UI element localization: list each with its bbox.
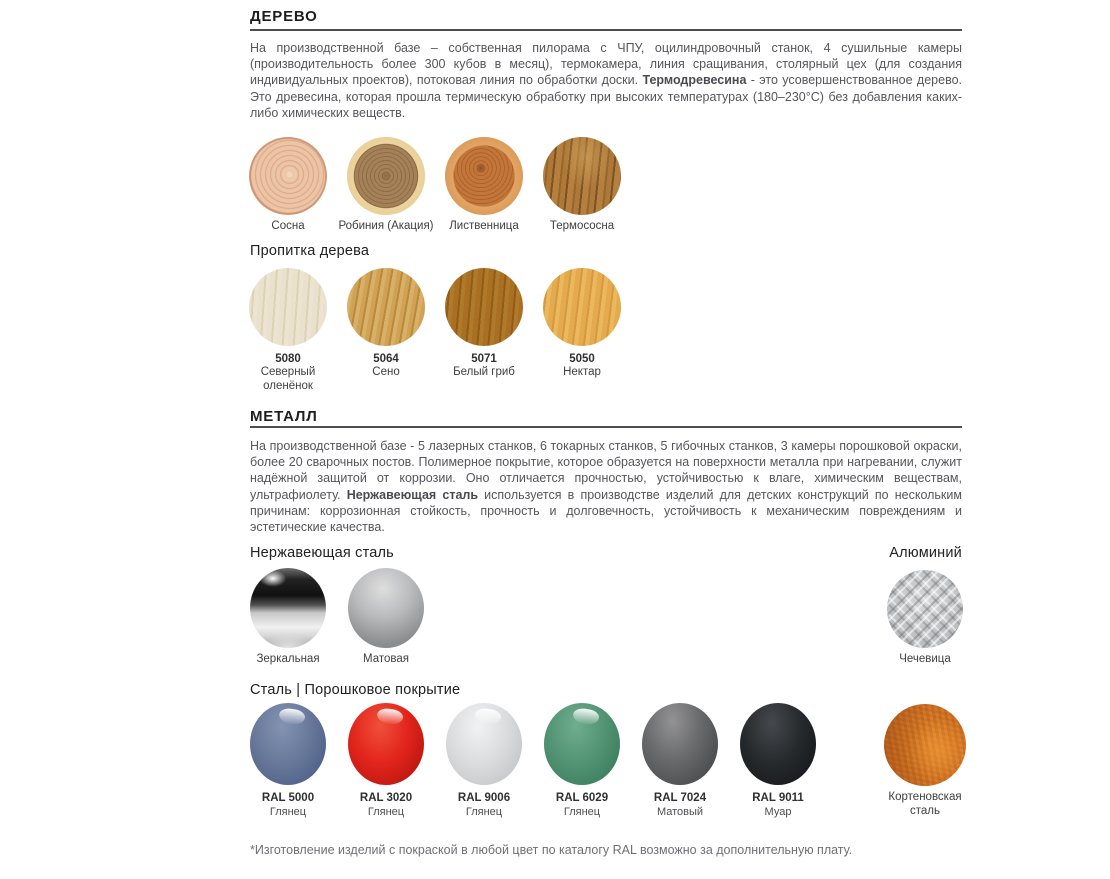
stainless-row bbox=[239, 568, 435, 665]
impregnation-name: Нектар bbox=[563, 366, 601, 378]
impregnation-code: 5080 bbox=[275, 353, 301, 365]
wood-intro-paragraph bbox=[250, 40, 962, 121]
stainless-item bbox=[239, 568, 337, 665]
swatch-label: Зеркальная bbox=[256, 653, 320, 665]
corten-steel-swatch bbox=[884, 704, 966, 786]
ral-finish: Матовый bbox=[656, 806, 704, 818]
ral-finish: Глянец bbox=[465, 806, 503, 818]
impregnation-name: Северный оленёнок bbox=[260, 366, 316, 392]
impregnation-item bbox=[533, 268, 631, 393]
ral-code: RAL 7024 bbox=[653, 792, 707, 804]
impregnation-swatch-5064 bbox=[347, 268, 425, 346]
ral-5000-swatch bbox=[250, 703, 326, 785]
impregnation-swatch-5050 bbox=[543, 268, 621, 346]
impregnation-code: 5071 bbox=[471, 353, 497, 365]
matte-steel-swatch bbox=[348, 568, 424, 648]
powder-coating-row bbox=[239, 703, 827, 818]
ral-finish: Глянец bbox=[563, 806, 601, 818]
swatch-label: Матовая bbox=[363, 653, 409, 665]
powder-item bbox=[337, 703, 435, 818]
ral-6029-swatch bbox=[544, 703, 620, 785]
wood-species-item bbox=[239, 137, 337, 232]
impregnation-name: Белый гриб bbox=[453, 366, 515, 378]
impregnation-title: Пропитка дерева bbox=[250, 243, 370, 259]
ral-7024-swatch bbox=[642, 703, 718, 785]
footnote: *Изготовление изделий с покраской в любой цвет по каталогу RAL возможно за дополнительную плату. bbox=[250, 843, 853, 857]
wood-section-title: ДЕРЕВО bbox=[250, 8, 318, 25]
impregnation-item bbox=[239, 268, 337, 393]
corten-row bbox=[876, 704, 974, 818]
diamond-plate-swatch bbox=[887, 570, 963, 648]
impregnation-row bbox=[239, 268, 631, 393]
mirror-steel-swatch bbox=[250, 568, 326, 648]
wood-intro-text: На производственной базе – собственная пилорама с ЧПУ, оцилиндровочный станок, 4 сушильные камеры (производительность более 300 кубов в месяц), термокамера, линия сращивания, столярный цех (для создания индивидуальных проектов), потоковая линия по обработки доски. bbox=[250, 41, 962, 88]
impregnation-item bbox=[435, 268, 533, 393]
stainless-lead: Нержавеющая сталь bbox=[346, 487, 479, 502]
thermowood-text: - это усовершенствованное дерево. Это древесина, которая прошла термическую обработку при высоких температурах (180–230°С) без добавления каких-либо химических веществ. bbox=[250, 73, 962, 120]
ral-finish: Глянец bbox=[367, 806, 405, 818]
wood-species-row bbox=[239, 137, 631, 232]
impregnation-code: 5050 bbox=[569, 353, 595, 365]
swatch-label: Лиственница bbox=[449, 220, 519, 232]
ral-code: RAL 9006 bbox=[457, 792, 511, 804]
wood-species-item bbox=[337, 137, 435, 232]
ral-code: RAL 5000 bbox=[261, 792, 315, 804]
ral-finish: Муар bbox=[764, 806, 792, 818]
robinia-swatch bbox=[347, 137, 425, 215]
aluminium-title: Алюминий bbox=[889, 545, 962, 561]
wood-species-item bbox=[435, 137, 533, 232]
stainless-item bbox=[337, 568, 435, 665]
aluminium-item bbox=[876, 570, 974, 665]
aluminium-row bbox=[876, 570, 974, 665]
impregnation-item bbox=[337, 268, 435, 393]
powder-item bbox=[533, 703, 631, 818]
ral-code: RAL 6029 bbox=[555, 792, 609, 804]
impregnation-code: 5064 bbox=[373, 353, 399, 365]
thermowood-lead: Термодревесина bbox=[642, 73, 747, 88]
larch-swatch bbox=[445, 137, 523, 215]
swatch-label: Термососна bbox=[549, 220, 615, 232]
impregnation-swatch-5080 bbox=[249, 268, 327, 346]
powder-item bbox=[631, 703, 729, 818]
corten-item bbox=[876, 704, 974, 818]
ral-9011-swatch bbox=[740, 703, 816, 785]
ral-9006-swatch bbox=[446, 703, 522, 785]
metal-intro-paragraph bbox=[250, 438, 962, 535]
stainless-title: Нержавеющая сталь bbox=[250, 545, 394, 561]
powder-coating-title: Сталь | Порошковое покрытие bbox=[250, 682, 461, 698]
stainless-text: используется в производстве изделий для детских конструкций по нескольким причинам: коррозионная стойкость, прочность и долговечность, устойчивость к механическим повреждениям и эстетические качества. bbox=[250, 487, 962, 535]
powder-item bbox=[435, 703, 533, 818]
wood-species-item bbox=[533, 137, 631, 232]
pine-swatch bbox=[249, 137, 327, 215]
ral-code: RAL 9011 bbox=[752, 792, 804, 804]
powder-item bbox=[729, 703, 827, 818]
ral-finish: Глянец bbox=[269, 806, 307, 818]
metal-section-title: МЕТАЛЛ bbox=[250, 408, 318, 425]
powder-item bbox=[239, 703, 337, 818]
wood-section-divider bbox=[250, 29, 962, 31]
swatch-label: Сосна bbox=[271, 220, 305, 232]
swatch-label: Чечевица bbox=[899, 653, 951, 665]
metal-intro-text: На производственной базе - 5 лазерных станков, 6 токарных станков, 5 гибочных станков, 3 камеры порошковой окраски, более 20 сварочных постов. Полимерное покрытие, которое образуется на поверхности металла при нагревании, служит надёжной защитой от коррозии. Оно отличается прочностью, устойчивостью к влаге, химическим веществам, ультрафиолету. bbox=[250, 439, 962, 502]
metal-section-divider bbox=[250, 426, 962, 428]
impregnation-swatch-5071 bbox=[445, 268, 523, 346]
swatch-label: Кортеновская сталь bbox=[888, 791, 962, 817]
thermopine-swatch bbox=[543, 137, 621, 215]
ral-code: RAL 3020 bbox=[359, 792, 413, 804]
swatch-label: Робиния (Акация) bbox=[338, 220, 434, 232]
ral-3020-swatch bbox=[348, 703, 424, 785]
impregnation-name: Сено bbox=[372, 366, 400, 378]
